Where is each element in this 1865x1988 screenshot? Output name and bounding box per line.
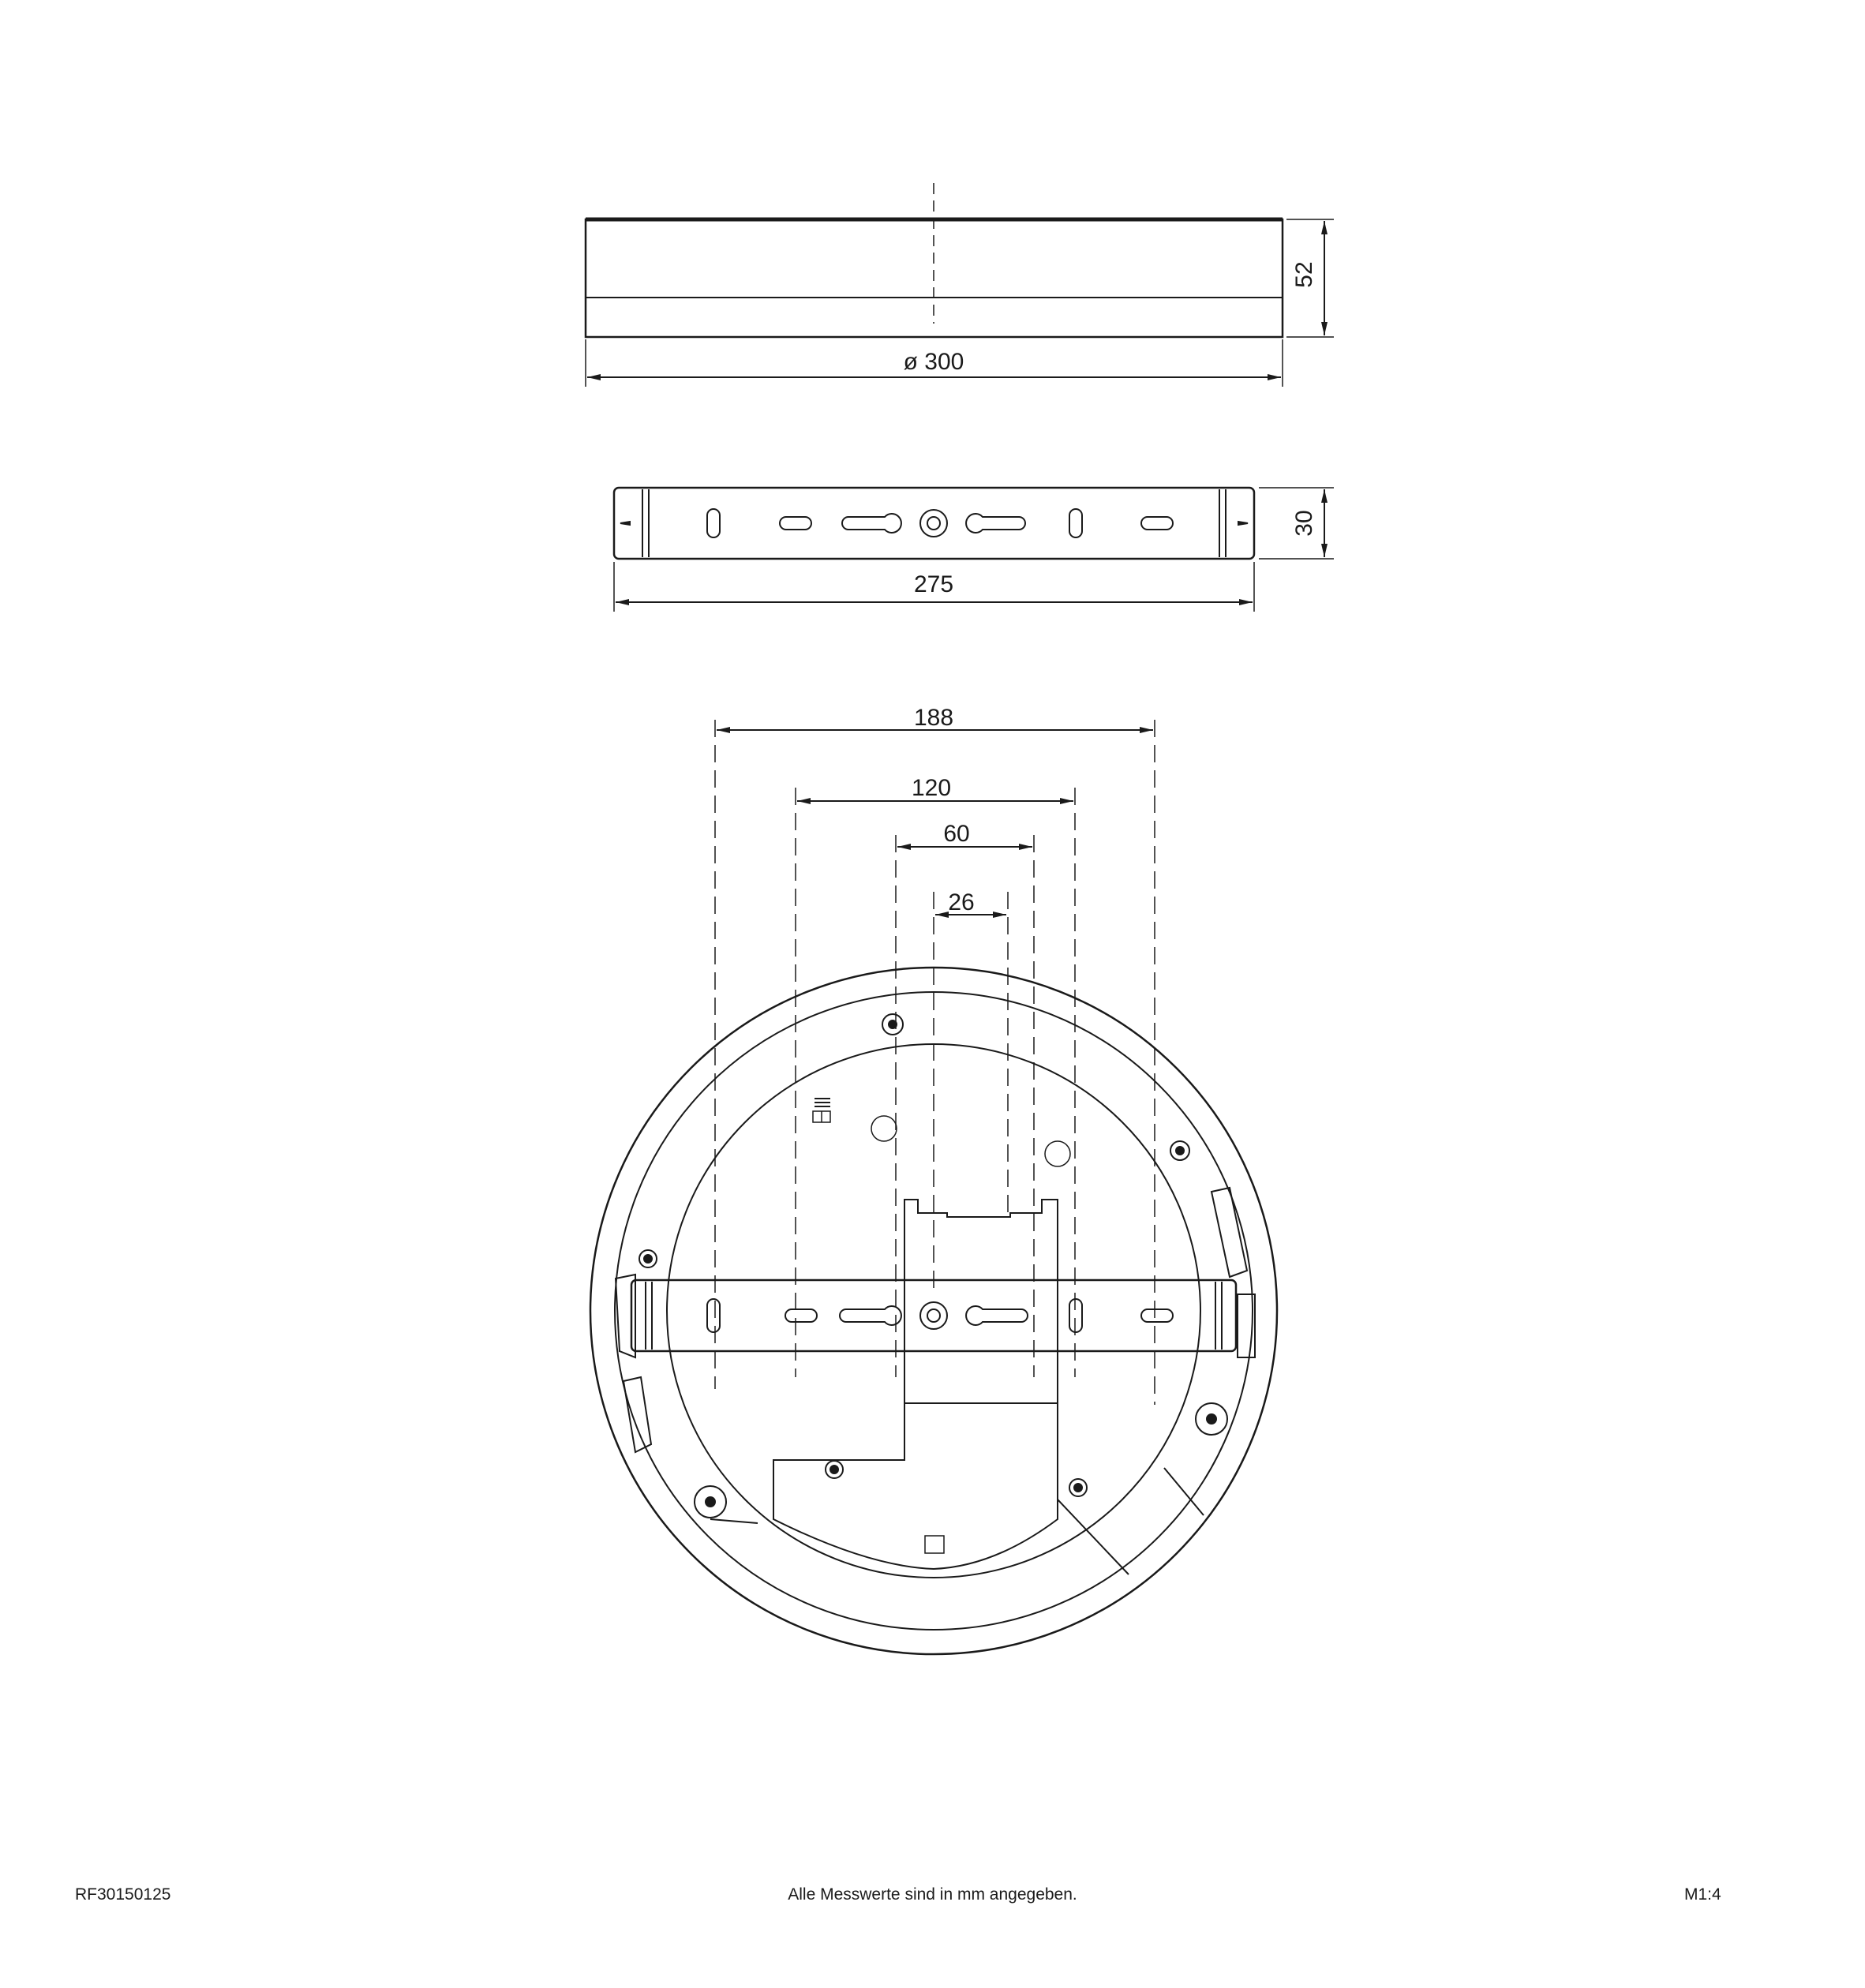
center-hole-inner bbox=[927, 517, 940, 530]
driver-housing bbox=[773, 1200, 1058, 1569]
spacing-188-label: 188 bbox=[913, 705, 954, 731]
keyhole-slot-left bbox=[842, 514, 901, 533]
bracket-view bbox=[614, 488, 1334, 612]
screw-icons bbox=[639, 1014, 1227, 1518]
bracket-length-label: 275 bbox=[913, 571, 954, 597]
center-hole-outer bbox=[920, 510, 947, 537]
side-clip-right bbox=[1212, 1188, 1247, 1277]
bracket-height-label: 30 bbox=[1291, 510, 1317, 537]
mounted-slot-vertical-left bbox=[707, 1299, 720, 1332]
cable-entry-right bbox=[1045, 1141, 1070, 1166]
mounted-bracket-outline bbox=[631, 1280, 1236, 1351]
spacing-26-label: 26 bbox=[948, 889, 975, 915]
spacing-120-label: 120 bbox=[911, 775, 952, 801]
mounted-slot-horizontal-left bbox=[785, 1309, 817, 1322]
mounted-center-hole-inner bbox=[927, 1309, 940, 1322]
article-number: RF30150125 bbox=[75, 1885, 171, 1904]
mounting-bracket-outline bbox=[614, 488, 1254, 559]
units-note: Alle Messwerte sind in mm angegeben. bbox=[788, 1885, 1077, 1904]
scale-label: M1:4 bbox=[1684, 1885, 1721, 1904]
slot-horizontal-right bbox=[1141, 517, 1173, 530]
mounted-center-hole-outer bbox=[920, 1302, 947, 1329]
diameter-label: ø 300 bbox=[903, 349, 964, 375]
side-clip-left-lower bbox=[624, 1377, 651, 1452]
slot-horizontal-left bbox=[780, 517, 811, 530]
mounted-keyhole-left bbox=[840, 1306, 901, 1325]
slot-vertical-right bbox=[1069, 509, 1082, 537]
cable-entry-left bbox=[871, 1116, 897, 1141]
mounted-keyhole-right bbox=[966, 1306, 1028, 1325]
inner-housing-ring bbox=[615, 992, 1253, 1630]
spacing-60-label: 60 bbox=[943, 821, 970, 847]
mounted-slot-horizontal-right bbox=[1141, 1309, 1173, 1322]
mounted-slot-vertical-right bbox=[1069, 1299, 1082, 1332]
keyhole-slot-right bbox=[966, 514, 1025, 533]
slot-vertical-left bbox=[707, 509, 720, 537]
height-label: 52 bbox=[1291, 261, 1317, 288]
connector-tab bbox=[925, 1536, 944, 1553]
